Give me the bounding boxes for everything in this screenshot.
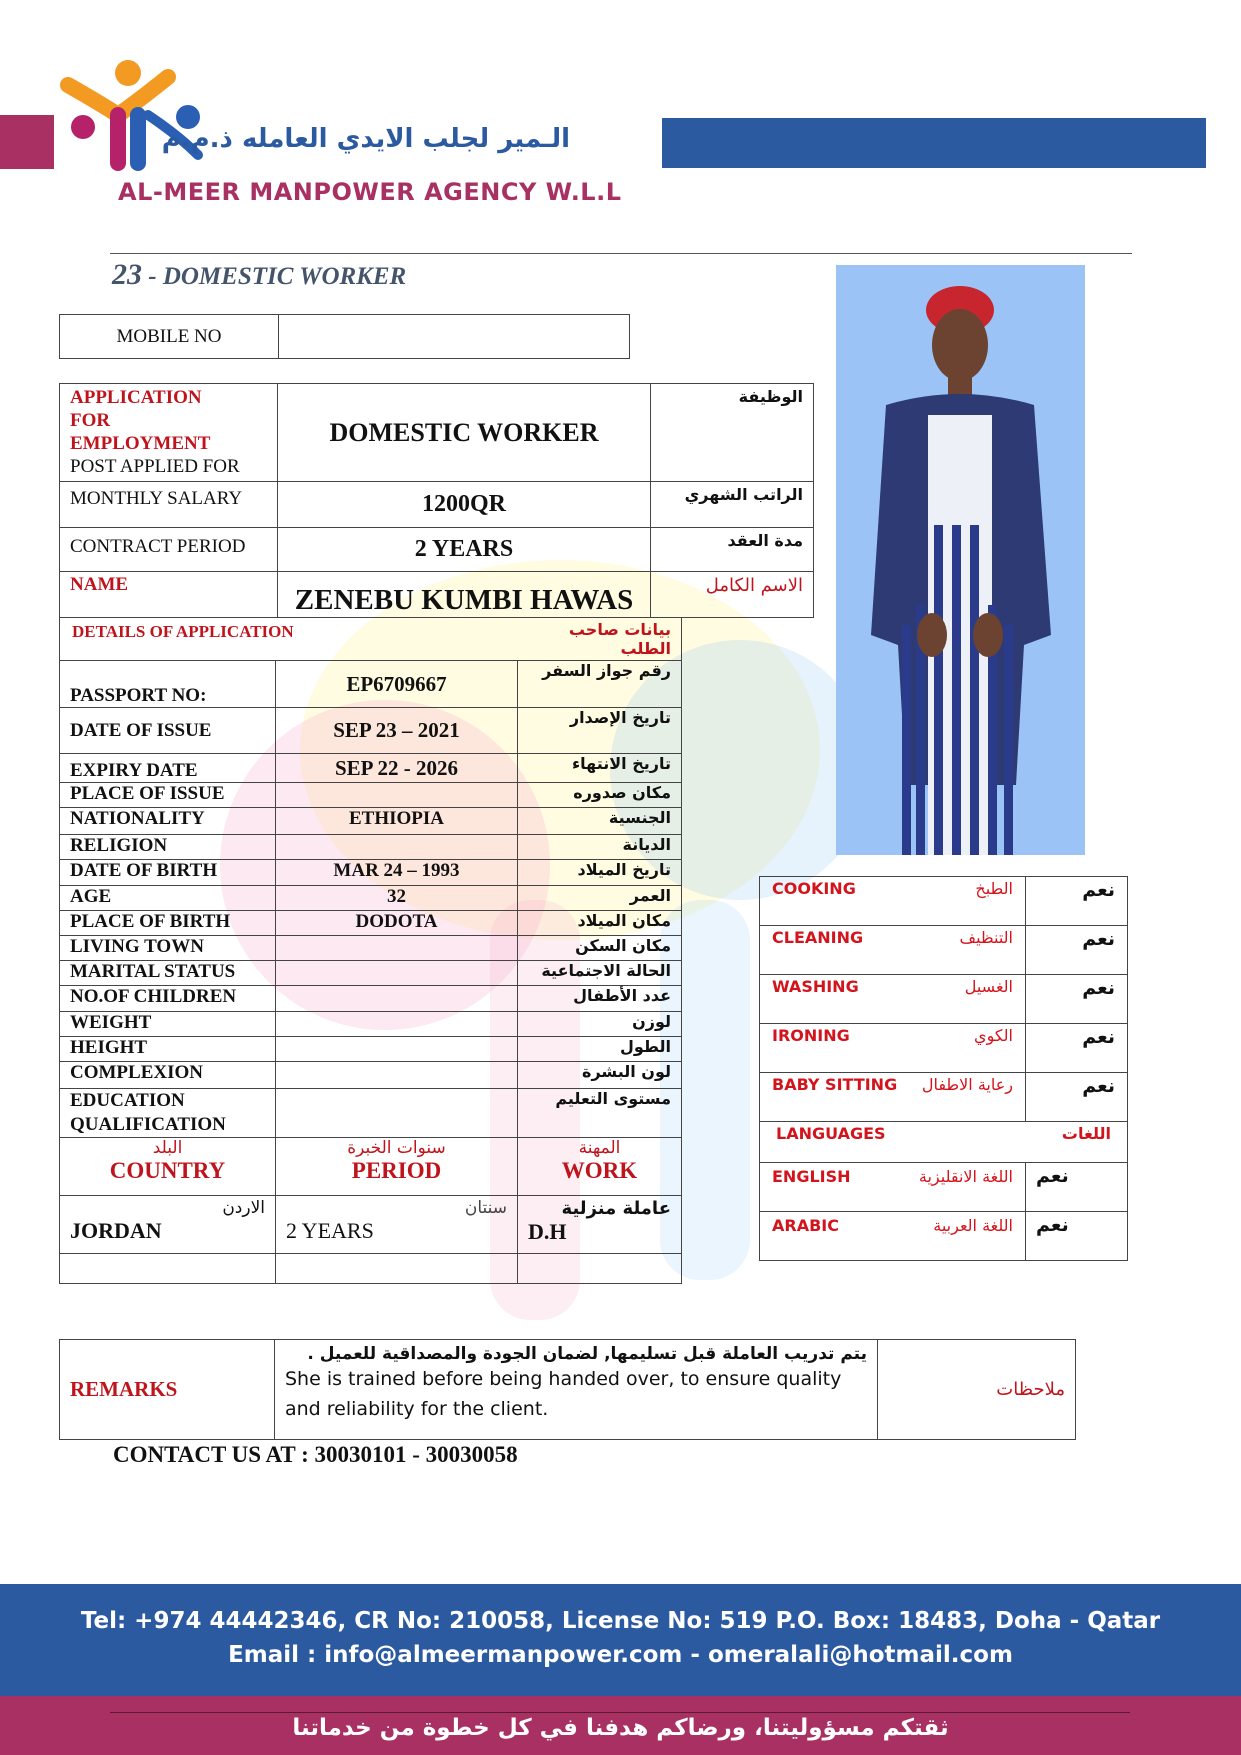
company-name-ar: الـمير لجلب الايدي العامله ذ.م.م: [161, 124, 570, 154]
skill-value: نعم: [1026, 926, 1128, 975]
detail-value: ETHIOPIA: [276, 808, 518, 835]
detail-ar: رقم جواز السفر: [518, 661, 682, 708]
remarks-text: [275, 1340, 878, 1440]
remarks-text-ar: يتم تدريب العاملة قبل تسليمها, لضمان الجودة والمصداقية للعميل .: [307, 1344, 867, 1364]
detail-label: AGE: [60, 886, 276, 911]
application-label-cell: [60, 384, 278, 482]
detail-label: MARITAL STATUS: [60, 961, 276, 986]
exp-period-ar-value: سنتان: [464, 1198, 507, 1218]
exp-period-en: PERIOD: [351, 1158, 442, 1183]
language-cell: [760, 1212, 1026, 1261]
contract-label: CONTRACT PERIOD: [60, 528, 278, 572]
skill-en: COOKING: [772, 879, 856, 898]
detail-value: SEP 23 – 2021: [276, 708, 518, 754]
mobile-table: [59, 314, 630, 359]
language-value-text: نعم: [1036, 1165, 1069, 1187]
detail-ar: تاريخ الميلاد: [518, 860, 682, 886]
worker-photo: [836, 265, 1085, 855]
detail-ar: الحالة الاجتماعية: [518, 961, 682, 986]
contract-ar: مدة العقد: [651, 528, 814, 572]
language-ar: اللغة العربية: [933, 1216, 1013, 1235]
detail-ar: لون البشرة: [518, 1062, 682, 1089]
detail-label: NO.OF CHILDREN: [60, 986, 276, 1012]
language-value: [1026, 1212, 1128, 1261]
salary-ar: الراتب الشهري: [651, 482, 814, 528]
languages-ar: اللغات: [1061, 1124, 1111, 1143]
post-applied-label: POST APPLIED FOR: [70, 456, 240, 477]
mobile-label: MOBILE NO: [60, 315, 279, 359]
header-blue-bar: [662, 118, 1206, 168]
title-text: - DOMESTIC WORKER: [142, 263, 407, 290]
details-header-ar: بيانات صاحب الطلب: [518, 618, 682, 661]
detail-label: HEIGHT: [60, 1037, 276, 1062]
exp-empty-cell: [60, 1254, 276, 1284]
detail-value: [276, 1012, 518, 1037]
remarks-label: REMARKS: [60, 1340, 275, 1440]
detail-label: NATIONALITY: [60, 808, 276, 835]
skill-en: IRONING: [772, 1026, 850, 1045]
exp-work-en: WORK: [561, 1158, 638, 1183]
detail-label: WEIGHT: [60, 1012, 276, 1037]
footer-divider: [110, 1712, 1130, 1713]
detail-ar: مكان صدوره: [518, 783, 682, 808]
skill-ar: الكوي: [974, 1026, 1013, 1045]
exp-country-en-value: JORDAN: [70, 1218, 162, 1243]
details-header-en: DETAILS OF APPLICATION: [60, 618, 518, 661]
skill-cell: [760, 1024, 1026, 1073]
skill-value: نعم: [1026, 877, 1128, 926]
exp-work-en-value: D.H: [528, 1219, 567, 1244]
detail-ar: مستوى التعليم: [518, 1089, 682, 1138]
skill-cell: [760, 1073, 1026, 1122]
exp-work-cell: [518, 1196, 682, 1254]
detail-label: PLACE OF ISSUE: [60, 783, 276, 808]
exp-country-ar-value: الاردن: [222, 1198, 265, 1218]
detail-ar: عدد الأطفال: [518, 986, 682, 1012]
exp-country-header: [60, 1138, 276, 1196]
skill-cell: [760, 877, 1026, 926]
detail-value: EP6709667: [276, 661, 518, 708]
languages-en: LANGUAGES: [776, 1124, 886, 1143]
mobile-value: [279, 315, 630, 359]
skill-en: BABY SITTING: [772, 1075, 898, 1094]
company-logo-icon: [48, 55, 218, 175]
exp-period-cell: [276, 1196, 518, 1254]
languages-header: [760, 1122, 1128, 1163]
exp-period-header: [276, 1138, 518, 1196]
skill-en: CLEANING: [772, 928, 864, 947]
detail-label: LIVING TOWN: [60, 936, 276, 961]
detail-ar: تاريخ الانتهاء: [518, 754, 682, 783]
language-cell: [760, 1163, 1026, 1212]
language-ar: اللغة الانقليزية: [918, 1167, 1013, 1186]
footer-line-2: Email : info@almeermanpower.com - omeralali@hotmail.com: [228, 1642, 1013, 1668]
company-name-en: AL-MEER MANPOWER AGENCY W.L.L: [118, 178, 622, 206]
exp-period-ar: سنوات الخبرة: [347, 1138, 446, 1158]
detail-ar: مكان الميلاد: [518, 911, 682, 936]
detail-label: PASSPORT NO:: [60, 661, 276, 708]
detail-value: SEP 22 - 2026: [276, 754, 518, 783]
detail-ar: الطول: [518, 1037, 682, 1062]
detail-label: PLACE OF BIRTH: [60, 911, 276, 936]
skill-ar: الطبخ: [975, 879, 1013, 898]
detail-label: DATE OF ISSUE: [60, 708, 276, 754]
language-en: ARABIC: [772, 1216, 839, 1235]
name-label: NAME: [60, 572, 278, 618]
detail-label: COMPLEXION: [60, 1062, 276, 1089]
remarks-text-en: She is trained before being handed over, to ensure quality and reliability for the client.: [285, 1368, 842, 1420]
post-applied-value: DOMESTIC WORKER: [278, 384, 651, 482]
exp-work-header: [518, 1138, 682, 1196]
footer-line-1: Tel: +974 44442346, CR No: 210058, License No: 519 P.O. Box: 18483, Doha - Qatar: [80, 1608, 1161, 1634]
skill-value: نعم: [1026, 975, 1128, 1024]
detail-ar: الديانة: [518, 835, 682, 860]
language-value: [1026, 1163, 1128, 1212]
skill-en: WASHING: [772, 977, 859, 996]
salary-label: MONTHLY SALARY: [60, 482, 278, 528]
skill-ar: التنظيف: [959, 928, 1013, 947]
skill-ar: الغسيل: [964, 977, 1013, 996]
detail-ar: لوزن: [518, 1012, 682, 1037]
detail-ar: مكان السكن: [518, 936, 682, 961]
language-en: ENGLISH: [772, 1167, 851, 1186]
detail-label: RELIGION: [60, 835, 276, 860]
detail-ar: العمر: [518, 886, 682, 911]
footer-maroon: [0, 1696, 1241, 1755]
details-table: [59, 617, 682, 1284]
language-value-text: نعم: [1036, 1214, 1069, 1236]
contact-line: CONTACT US AT : 30030101 - 30030058: [113, 1442, 518, 1467]
exp-work-ar: المهنة: [578, 1138, 621, 1158]
detail-ar: الجنسية: [518, 808, 682, 835]
title-divider: [110, 253, 1132, 254]
skill-cell: [760, 926, 1026, 975]
exp-work-ar-value: عاملة منزلية: [561, 1198, 671, 1219]
worker-number: 23: [112, 258, 142, 291]
detail-value: [276, 1037, 518, 1062]
job-table: [59, 383, 814, 618]
skill-cell: [760, 975, 1026, 1024]
exp-country-cell: [60, 1196, 276, 1254]
detail-label: EXPIRY DATE: [60, 754, 276, 783]
detail-value: [276, 835, 518, 860]
detail-value: [276, 783, 518, 808]
detail-label: EDUCATION QUALIFICATION: [60, 1089, 276, 1138]
detail-value: [276, 986, 518, 1012]
skill-value: نعم: [1026, 1073, 1128, 1122]
page-title: [112, 258, 406, 292]
exp-empty-cell: [276, 1254, 518, 1284]
skill-ar: رعاية الاطفال: [921, 1075, 1013, 1094]
detail-value: [276, 1062, 518, 1089]
contract-value: 2 YEARS: [278, 528, 651, 572]
exp-country-en: COUNTRY: [109, 1158, 226, 1183]
detail-value: MAR 24 – 1993: [276, 860, 518, 886]
name-ar: الاسم الكامل: [651, 572, 814, 618]
exp-period-en-value: 2 YEARS: [286, 1218, 374, 1243]
exp-empty-cell: [518, 1254, 682, 1284]
remarks-table: [59, 1339, 1076, 1440]
skills-table: [759, 876, 1128, 1261]
detail-value: [276, 1089, 518, 1138]
application-line-3: EMPLOYMENT: [70, 433, 211, 454]
header-maroon-bar: [0, 115, 54, 169]
detail-value: DODOTA: [276, 911, 518, 936]
skill-value: نعم: [1026, 1024, 1128, 1073]
exp-country-ar: البلد: [152, 1138, 183, 1158]
post-applied-ar: الوظيفة: [651, 384, 814, 482]
footer-slogan-ar: ثقتكم مسؤوليتنا، ورضاكم هدفنا في كل خطوة من خدماتنا: [292, 1715, 949, 1741]
detail-value: 32: [276, 886, 518, 911]
name-value: ZENEBU KUMBI HAWAS: [278, 572, 651, 618]
salary-value: 1200QR: [278, 482, 651, 528]
detail-label: DATE OF BIRTH: [60, 860, 276, 886]
detail-value: [276, 936, 518, 961]
footer-blue: [0, 1584, 1241, 1696]
detail-value: [276, 961, 518, 986]
application-line-1: APPLICATION: [70, 387, 202, 408]
remarks-label-ar: ملاحظات: [878, 1340, 1076, 1440]
application-line-2: FOR: [70, 410, 111, 431]
detail-ar: تاريخ الإصدار: [518, 708, 682, 754]
